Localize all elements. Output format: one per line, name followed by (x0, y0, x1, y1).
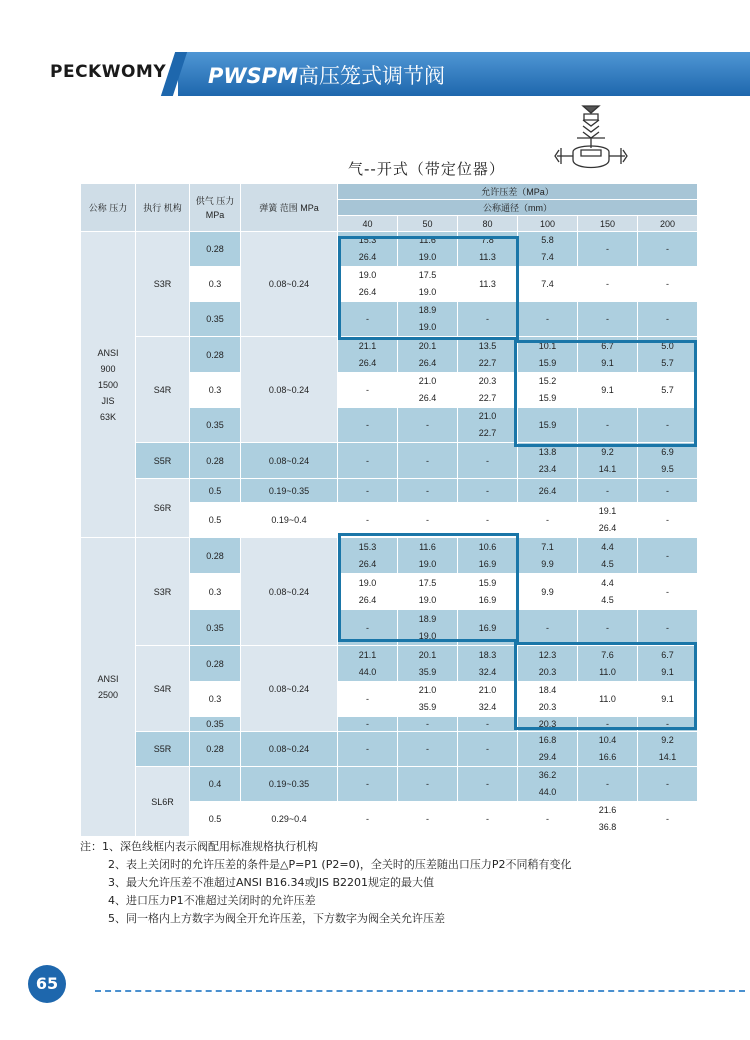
valve-diagram-icon (553, 100, 629, 182)
value-cell (518, 682, 578, 717)
value-cell: - (578, 408, 638, 443)
value-cell: - (638, 302, 698, 337)
value-text: 5.0 (661, 340, 674, 351)
value-text: 26.4 (598, 523, 617, 533)
value-text: 22.7 (478, 393, 497, 403)
value-cell: - (518, 302, 578, 337)
header-diameter: 150 (578, 216, 638, 232)
value-text: 11.3 (479, 252, 496, 262)
spring-range-cell: 0.08~0.24 (241, 538, 338, 646)
value-text: 22.7 (478, 357, 497, 368)
value-cell (458, 373, 518, 408)
notes-section (80, 838, 572, 928)
spring-range-cell: 0.19~0.35 (241, 767, 338, 802)
value-text: 9.9 (541, 558, 554, 569)
value-cell: - (638, 610, 698, 646)
value-cell: - (338, 479, 398, 503)
value-text: 4.4 (601, 541, 614, 552)
value-cell: - (338, 302, 398, 337)
pressure-class-cell (81, 232, 136, 538)
value-cell: - (338, 717, 398, 732)
value-cell (338, 574, 398, 610)
value-cell: - (398, 732, 458, 767)
value-text: 19.1 (598, 506, 617, 516)
chart-subtitle: 气--开式（带定位器） (348, 160, 505, 178)
value-cell: 5.7 (638, 373, 698, 408)
actuator-cell: SL6R (136, 767, 190, 837)
value-cell: - (338, 408, 398, 443)
value-cell (458, 682, 518, 717)
value-cell: 9.1 (578, 373, 638, 408)
pressure-class-cell (81, 538, 136, 837)
value-cell: - (458, 443, 518, 479)
value-cell (398, 267, 458, 302)
supply-pressure-cell: 0.28 (190, 443, 241, 479)
value-text: 5.7 (661, 357, 674, 368)
supply-pressure-cell: 0.28 (190, 232, 241, 267)
value-text: 6.7 (661, 649, 674, 660)
header-actuator: 执行 机构 (136, 184, 190, 232)
pressure-class-line: JIS (101, 395, 115, 406)
table-row (81, 232, 698, 267)
value-cell (518, 732, 578, 767)
value-text: 16.8 (538, 735, 557, 745)
value-cell (458, 574, 518, 610)
value-text: 21.0 (418, 685, 437, 695)
series-title-en: PWSPM (208, 64, 298, 88)
value-text: 18.9 (418, 613, 437, 624)
actuator-cell: S4R (136, 646, 190, 732)
supply-pressure-cell: 0.35 (190, 610, 241, 646)
supply-pressure-cell: 0.3 (190, 682, 241, 717)
supply-pressure-cell: 0.28 (190, 646, 241, 682)
value-cell (398, 373, 458, 408)
actuator-cell: S5R (136, 443, 190, 479)
supply-pressure-cell: 0.3 (190, 373, 241, 408)
value-cell (638, 646, 698, 682)
value-cell: - (578, 267, 638, 302)
value-text: 11.0 (599, 666, 616, 677)
value-text: 14.1 (598, 463, 617, 474)
value-cell (518, 767, 578, 802)
supply-pressure-cell: 0.5 (190, 503, 241, 538)
pressure-class-line: ANSI (97, 674, 119, 684)
spring-range-cell: 0.08~0.24 (241, 232, 338, 337)
value-cell (578, 574, 638, 610)
value-text: 35.9 (418, 702, 437, 712)
value-cell: 7.4 (518, 267, 578, 302)
value-cell: - (338, 802, 398, 837)
value-cell (518, 538, 578, 574)
page-number: 65 (28, 965, 66, 1003)
brand-logo: PECKWOMY (50, 62, 167, 82)
value-cell (398, 574, 458, 610)
value-cell (578, 443, 638, 479)
value-cell: - (578, 610, 638, 646)
supply-pressure-cell: 0.28 (190, 732, 241, 767)
value-cell: - (458, 732, 518, 767)
value-text: 15.3 (358, 541, 377, 552)
value-text: 11.6 (419, 235, 436, 245)
value-text: 21.1 (358, 340, 377, 351)
value-text: 20.1 (418, 340, 437, 351)
value-cell: - (398, 717, 458, 732)
value-text: 18.9 (418, 305, 437, 315)
value-cell: 16.9 (458, 610, 518, 646)
value-cell: - (338, 373, 398, 408)
value-cell: 15.9 (518, 408, 578, 443)
header-diameter: 200 (638, 216, 698, 232)
value-text: 5.8 (541, 235, 554, 245)
value-cell: - (338, 767, 398, 802)
header-diameter: 40 (338, 216, 398, 232)
value-cell: - (638, 802, 698, 837)
value-cell (578, 337, 638, 373)
value-cell (398, 682, 458, 717)
value-text: 20.3 (538, 702, 557, 712)
value-text: 4.5 (601, 558, 614, 569)
value-text: 16.6 (598, 752, 617, 762)
table-row (81, 732, 698, 767)
value-cell: - (638, 503, 698, 538)
value-text: 9.2 (661, 735, 674, 745)
allowable-pressure-table (80, 183, 698, 837)
value-cell (398, 302, 458, 337)
spring-range-cell: 0.19~0.4 (241, 503, 338, 538)
spring-range-cell: 0.08~0.24 (241, 646, 338, 732)
value-text: 17.5 (418, 577, 437, 588)
value-cell: - (638, 717, 698, 732)
value-text: 29.4 (538, 752, 557, 762)
value-text: 7.6 (601, 649, 614, 660)
value-cell (518, 232, 578, 267)
value-text: 20.1 (418, 649, 437, 660)
notes-item (80, 874, 572, 892)
value-cell (638, 337, 698, 373)
value-cell: - (398, 767, 458, 802)
table-row (81, 479, 698, 503)
value-cell: - (458, 479, 518, 503)
supply-pressure-cell: 0.4 (190, 767, 241, 802)
value-text: 4.5 (601, 594, 614, 605)
pressure-class-line: ANSI (97, 347, 119, 358)
value-cell: 26.4 (518, 479, 578, 503)
value-cell: 20.3 (518, 717, 578, 732)
value-text: 36.8 (598, 822, 617, 832)
value-text: 44.0 (358, 666, 377, 677)
value-text: 36.2 (538, 770, 557, 780)
value-cell (458, 232, 518, 267)
table-header (81, 184, 698, 232)
value-text: 15.9 (538, 393, 557, 403)
value-text: 7.8 (481, 235, 494, 245)
value-cell: - (518, 503, 578, 538)
value-text: 19.0 (418, 322, 437, 332)
spring-range-cell: 0.08~0.24 (241, 732, 338, 767)
header-diameter: 50 (398, 216, 458, 232)
value-text: 19.0 (418, 287, 437, 297)
spring-range-cell: 0.29~0.4 (241, 802, 338, 837)
value-text: 4.4 (601, 577, 614, 588)
supply-pressure-cell: 0.35 (190, 408, 241, 443)
supply-pressure-cell: 0.28 (190, 538, 241, 574)
value-cell: - (338, 443, 398, 479)
value-cell: - (338, 610, 398, 646)
value-cell (578, 646, 638, 682)
value-cell (638, 732, 698, 767)
value-text: 14.1 (658, 752, 677, 762)
title-banner (178, 52, 750, 96)
table-row (81, 767, 698, 802)
value-text: 21.0 (418, 376, 437, 386)
value-text: 26.4 (358, 287, 377, 297)
value-cell: - (458, 503, 518, 538)
value-text: 6.7 (601, 340, 614, 351)
value-text: 26.4 (418, 393, 437, 403)
footer-divider (95, 990, 745, 992)
pressure-class-line: 63K (99, 411, 116, 422)
value-cell (458, 337, 518, 373)
value-cell: - (518, 610, 578, 646)
value-text: 19.0 (358, 577, 377, 588)
value-text: 9.5 (661, 463, 674, 474)
supply-pressure-cell: 0.5 (190, 479, 241, 503)
value-cell: 9.9 (518, 574, 578, 610)
value-text: 13.8 (538, 446, 557, 457)
value-cell: - (338, 732, 398, 767)
value-text: 20.3 (478, 376, 497, 386)
actuator-cell: S6R (136, 479, 190, 538)
header-nominal-pressure: 公称 压力 (81, 184, 136, 232)
value-cell: - (398, 503, 458, 538)
value-cell (338, 538, 398, 574)
value-text: 16.9 (478, 558, 497, 569)
value-cell: - (338, 682, 398, 717)
value-cell: - (638, 538, 698, 574)
value-cell (398, 646, 458, 682)
spring-range-cell: 0.08~0.24 (241, 337, 338, 443)
note-text: 2、表上关闭时的允许压差的条件是△P=P1 (P2=0)，全关时的压差随出口压力P2不同稍有变化 (108, 858, 572, 871)
value-cell: - (398, 802, 458, 837)
value-cell (518, 646, 578, 682)
value-cell: - (398, 408, 458, 443)
actuator-cell: S3R (136, 538, 190, 646)
note-text: 4、进口压力P1不准超过关闭时的允许压差 (108, 894, 316, 907)
value-text: 17.5 (418, 270, 437, 280)
value-cell (518, 337, 578, 373)
value-text: 18.4 (538, 685, 557, 695)
value-cell (338, 337, 398, 373)
value-text: 6.9 (661, 446, 674, 457)
value-text: 21.1 (358, 649, 377, 660)
value-text: 21.0 (478, 411, 497, 421)
value-text: 7.1 (541, 541, 554, 552)
value-text: 10.6 (478, 541, 497, 552)
value-text: 23.4 (538, 463, 557, 474)
value-text: 15.3 (358, 235, 377, 245)
value-text: 26.4 (418, 357, 437, 368)
value-cell: 11.0 (578, 682, 638, 717)
note-text: 1、深色线框内表示阀配用标准规格执行机构 (102, 840, 318, 853)
value-cell: - (578, 302, 638, 337)
value-cell (458, 538, 518, 574)
table-row (81, 538, 698, 574)
actuator-cell: S3R (136, 232, 190, 337)
value-text: 15.9 (538, 357, 557, 368)
value-text: 19.0 (418, 594, 437, 605)
value-cell (398, 337, 458, 373)
value-cell: - (398, 479, 458, 503)
value-cell: - (578, 479, 638, 503)
value-text: 9.2 (601, 446, 614, 457)
value-cell: - (458, 767, 518, 802)
actuator-cell: S4R (136, 337, 190, 443)
value-text: 16.9 (478, 594, 497, 605)
spring-range-cell: 0.19~0.35 (241, 479, 338, 503)
value-text: 22.7 (478, 428, 497, 438)
notes-item (80, 892, 572, 910)
supply-pressure-cell: 0.35 (190, 302, 241, 337)
value-cell: - (638, 267, 698, 302)
value-text: 15.9 (478, 577, 497, 588)
header-nominal-dia: 公称通径（mm） (338, 200, 698, 216)
value-cell (518, 443, 578, 479)
value-text: 32.4 (478, 666, 497, 677)
notes-item (80, 910, 572, 928)
value-cell: - (578, 232, 638, 267)
header-diameter: 80 (458, 216, 518, 232)
value-cell: - (638, 408, 698, 443)
pressure-class-line: 2500 (97, 690, 119, 700)
value-text: 26.4 (358, 357, 377, 368)
value-text: 15.2 (538, 376, 557, 386)
value-text: 9.1 (661, 666, 674, 677)
value-cell: - (638, 574, 698, 610)
value-cell: 9.1 (638, 682, 698, 717)
supply-pressure-cell: 0.3 (190, 267, 241, 302)
pressure-class-line: 900 (100, 363, 116, 374)
series-title-cn: 高压笼式调节阀 (297, 64, 445, 88)
value-cell: - (518, 802, 578, 837)
value-cell: - (638, 479, 698, 503)
value-cell (338, 232, 398, 267)
table-row (81, 337, 698, 373)
value-text: 21.0 (478, 685, 497, 695)
value-text: 18.3 (478, 649, 497, 660)
header-spring-range: 弹簧 范围 MPa (241, 184, 338, 232)
pressure-class-line: 1500 (97, 379, 119, 390)
value-cell (458, 408, 518, 443)
value-text: 26.4 (358, 252, 377, 262)
value-text: 9.1 (601, 357, 614, 368)
header-supply-pressure: 供气 压力 MPa (190, 184, 241, 232)
value-text: 12.3 (538, 649, 557, 660)
note-text: 3、最大允许压差不准超过ANSI B16.34或JIS B2201规定的最大值 (108, 876, 435, 889)
value-text: 11.6 (419, 541, 436, 552)
header-diameter: 100 (518, 216, 578, 232)
value-cell (578, 732, 638, 767)
value-cell: - (458, 802, 518, 837)
supply-pressure-cell: 0.35 (190, 717, 241, 732)
table-body (81, 232, 698, 837)
value-text: 19.0 (418, 630, 437, 641)
spring-range-cell: 0.08~0.24 (241, 443, 338, 479)
value-cell (338, 646, 398, 682)
notes-prefix: 注： (80, 840, 102, 853)
value-cell (578, 538, 638, 574)
value-text: 26.4 (358, 594, 377, 605)
value-text: 13.5 (478, 340, 497, 351)
value-text: 19.0 (358, 270, 377, 280)
actuator-cell: S5R (136, 732, 190, 767)
header-allowable-dp: 允许压差（MPa） (338, 184, 698, 200)
value-cell: - (458, 302, 518, 337)
notes-item (80, 838, 572, 856)
table-row (81, 443, 698, 479)
value-text: 19.0 (418, 558, 437, 569)
value-cell: - (338, 503, 398, 538)
series-title (208, 60, 445, 90)
table-row (81, 646, 698, 682)
value-cell (518, 373, 578, 408)
value-cell: - (398, 443, 458, 479)
value-cell (638, 443, 698, 479)
value-cell (458, 646, 518, 682)
value-text: 7.4 (541, 252, 554, 262)
value-cell: - (638, 767, 698, 802)
supply-pressure-cell: 0.3 (190, 574, 241, 610)
value-cell: - (458, 717, 518, 732)
value-text: 20.3 (538, 666, 557, 677)
value-cell (398, 232, 458, 267)
value-cell (578, 802, 638, 837)
value-cell (338, 267, 398, 302)
value-cell: - (578, 767, 638, 802)
notes-item (80, 856, 572, 874)
supply-pressure-cell: 0.5 (190, 802, 241, 837)
value-text: 21.6 (598, 805, 617, 815)
value-text: 35.9 (418, 666, 437, 677)
value-cell: - (578, 717, 638, 732)
value-text: 26.4 (358, 558, 377, 569)
value-cell (398, 610, 458, 646)
note-text: 5、同一格内上方数字为阀全开允许压差，下方数字为阀全关允许压差 (108, 912, 445, 925)
supply-pressure-cell: 0.28 (190, 337, 241, 373)
value-text: 10.1 (538, 340, 557, 351)
value-text: 32.4 (478, 702, 497, 712)
value-text: 44.0 (538, 787, 557, 797)
value-text: 19.0 (418, 252, 437, 262)
value-cell (398, 538, 458, 574)
value-cell: 11.3 (458, 267, 518, 302)
value-text: 10.4 (598, 735, 617, 745)
value-cell (578, 503, 638, 538)
value-cell: - (638, 232, 698, 267)
